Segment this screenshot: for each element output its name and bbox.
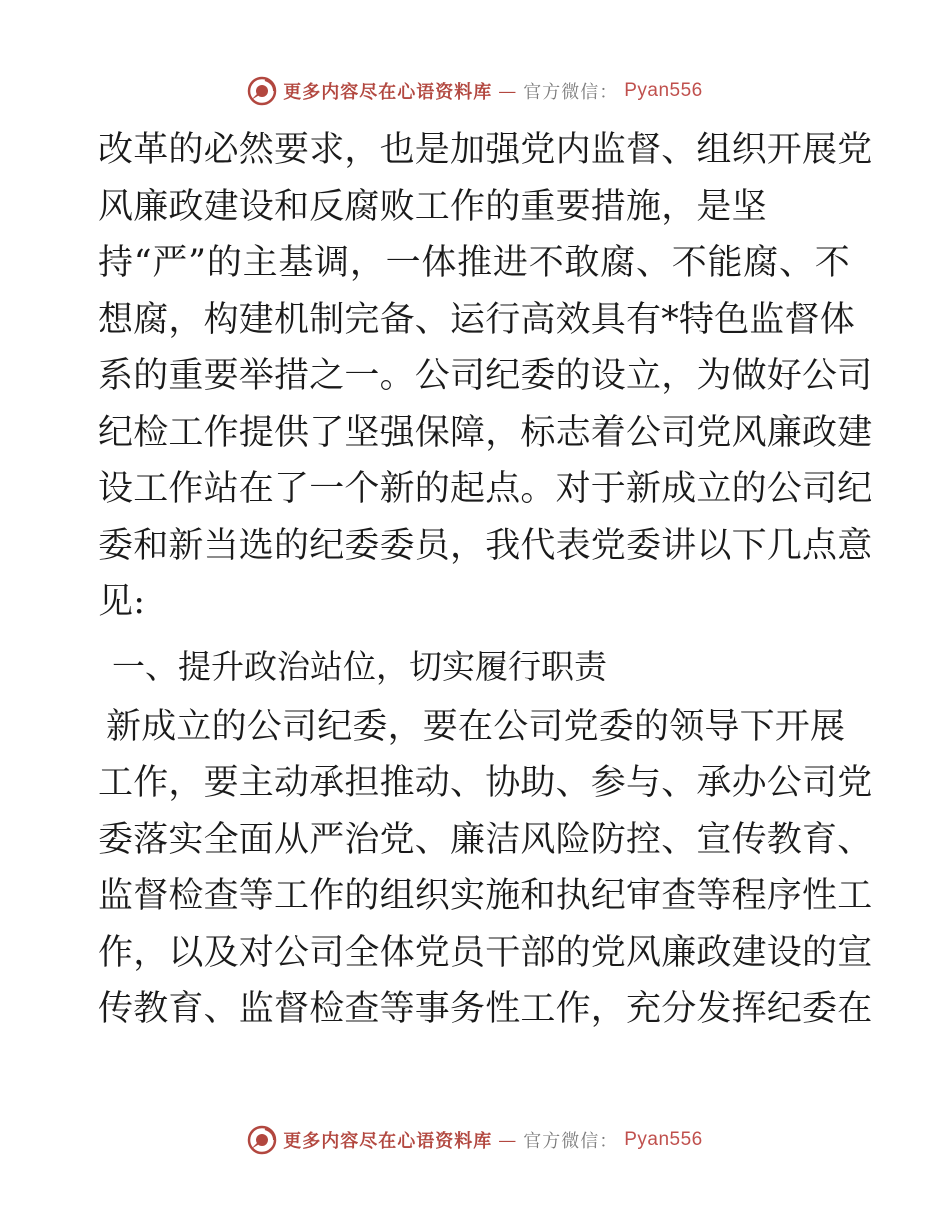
text-line: 纪检工作提供了坚强保障，标志着公司党风廉政建 (98, 412, 873, 453)
text-line: 作，以及对公司全体党员干部的党风廉政建设的宣 (98, 932, 873, 973)
text-line: 持“严”的主基调，一体推进不敢腐、不能腐、不 (98, 243, 850, 283)
text-line: 改革的必然要求，也是加强党内监督、组织开展党 (98, 130, 873, 170)
text-line: 系的重要举措之一。公司纪委的设立，为做好公司 (98, 356, 873, 396)
text-line: 设工作站在了一个新的起点。对于新成立的公司纪 (98, 469, 873, 509)
paragraph (98, 699, 873, 1038)
watermark-separator: — (498, 80, 518, 102)
text-line: 监督检查等工作的组织实施和执纪审查等程序性工 (98, 876, 873, 916)
seal-logo-icon (247, 1125, 277, 1155)
text-line: 传教育、监督检查等事务性工作，充分发挥纪委在 (98, 989, 873, 1029)
footer-watermark (0, 1120, 950, 1160)
section-heading: 一、提升政治站位，切实履行职责 (112, 646, 607, 686)
watermark-separator: — (498, 1129, 518, 1151)
text-line: 风廉政建设和反腐败工作的重要措施，是坚 (98, 186, 767, 227)
seal-logo-icon (247, 76, 277, 106)
watermark-brand-text: 更多内容尽在心语资料库 (283, 1131, 493, 1152)
document-body (98, 122, 873, 1038)
watermark-wechat-id: Pyan556 (624, 1129, 703, 1150)
paragraph (98, 122, 873, 631)
watermark-wechat-id: Pyan556 (624, 80, 703, 101)
text-line: 委落实全面从严治党、廉洁风险防控、宣传教育、 (98, 819, 873, 860)
text-line: 想腐，构建机制完备、运行高效具有*特色监督体 (98, 299, 855, 340)
text-line: 新成立的公司纪委，要在公司党委的领导下开展 (106, 706, 846, 747)
header-watermark (0, 71, 950, 111)
text-line: 工作，要主动承担推动、协助、参与、承办公司党 (98, 763, 873, 803)
text-line: 委和新当选的纪委委员，我代表党委讲以下几点意 (98, 525, 873, 566)
watermark-label: 官方微信： (523, 1131, 619, 1152)
watermark-brand-text: 更多内容尽在心语资料库 (283, 82, 493, 103)
text-line: 见: (98, 582, 146, 622)
watermark-label: 官方微信： (523, 82, 619, 103)
